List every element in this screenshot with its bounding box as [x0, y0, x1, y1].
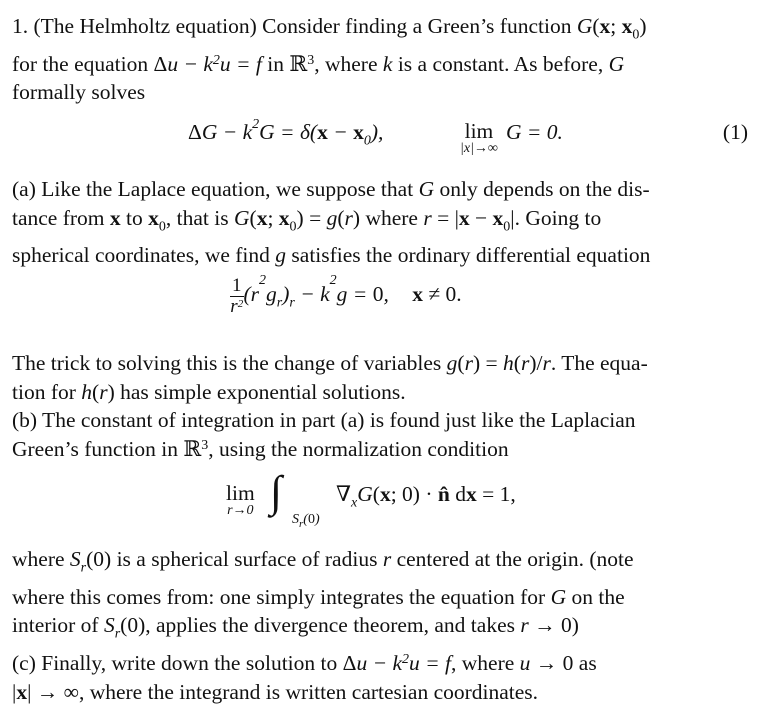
sr0-symbol-2: $S_r$ [103, 613, 121, 642]
part-a-t5: , that is [165, 205, 229, 230]
eq1-lim-word: lim [464, 119, 494, 143]
where-t1: where [12, 547, 65, 571]
normalization-integral [226, 467, 626, 540]
r3-symbol-b: ℝ$^3$ [183, 436, 209, 461]
part-a-t7: . Going to [514, 205, 602, 230]
intro-text-3: in [267, 51, 284, 76]
r-definition: r [423, 205, 432, 230]
h-of-r: h [81, 379, 93, 404]
eq1-lim-sub: |x|→∞ [460, 141, 498, 156]
x-vector: x [109, 205, 121, 230]
ode-equation [230, 273, 462, 326]
part-b-t1: (b) The constant of integration in part (a) is found just like the Laplacian [12, 408, 636, 432]
where-t3: centered at the origin. (note [396, 547, 634, 571]
part-b-t2: Green’s function in [12, 436, 178, 461]
part-b-t3: , using the normalization condition [208, 436, 509, 461]
after-t2: . The equa- [550, 351, 648, 375]
part-b-explanation: where $S_r(0)$ is a spherical surface of radius r centered at the origin. (note where this comes from: one simply integrates the equation for G on the interior of $S_r(0)$, applies the divergence theorem, and takes r → 0) (c) Finally, write down the solution to $\Delta u - k^2u = f$, where u → 0 as |x| → ∞, where the integrand is written cartesian coordinates. [12, 547, 634, 704]
where-t4: where this comes from: one simply integrates the equation for [12, 584, 546, 609]
integral-sign: ∫ [270, 467, 283, 516]
part-a-t2: only depends on the dis- [439, 177, 650, 201]
where-t5: on the [571, 584, 625, 609]
r-to-zero: r [520, 613, 529, 638]
part-c-t2: , where [451, 651, 515, 676]
equation-1 [12, 117, 756, 170]
eq1-limit [460, 120, 498, 156]
radial-relation: G [233, 205, 250, 230]
eq1-left: $\Delta G - k^2G = \delta(x - x_0)$, [188, 117, 384, 149]
ode-body: $(r^2g_r)_r - k^2g = 0$, [243, 273, 389, 311]
int-lim-sub: r→0 [227, 503, 254, 518]
part-a-t3: tance from [12, 205, 105, 230]
k-symbol: k [382, 51, 393, 76]
sr0-symbol: $S_r$ [69, 547, 87, 576]
r3-symbol: ℝ$^3$ [289, 51, 315, 76]
int-limit [226, 482, 255, 518]
helmholtz-operator: $\Delta u - k^2u = f$ [153, 51, 262, 76]
intro-text-4: , where [314, 51, 378, 76]
where-t6: interior of [12, 613, 99, 638]
part-a-text: (a) Like the Laplace equation, we suppose that G only depends on the dis- tance from x to $x_0$, that is G(x; $x_0) = g(r)$ where $r = |x - x_0|$. Going to spherical coordinates, we find g satisfies the ordinary differential equation [12, 177, 651, 268]
int-body: $\nabla_xG(x$; 0) · n̂ dx = 1, [336, 482, 516, 511]
part-a-t8: spherical coordinates, we find [12, 243, 270, 268]
intro-text-1: 1. (The Helmholtz equation) Consider finding a Green’s function [12, 14, 572, 38]
helmholtz-operator-c: $\Delta u - k^2u = f$ [342, 651, 451, 676]
ode-fraction: $\frac{1}{r^2}$ [230, 275, 244, 317]
part-c-t1: (c) Finally, write down the solution to [12, 651, 338, 676]
equation-number: (1) [722, 120, 748, 144]
eq1-right: G = 0. [506, 120, 563, 144]
part-c-t3: as [578, 651, 597, 676]
intro-text-2: for the equation [12, 51, 149, 76]
greens-args: (x; $x_0$) [592, 14, 647, 43]
greens-function-symbol: G [576, 14, 593, 38]
g-symbol-lower: g [275, 243, 287, 268]
part-a-t9: satisfies the ordinary differential equation [291, 243, 651, 268]
part-a-t6: where [365, 205, 418, 230]
int-domain: $S_r(0)$ [292, 512, 320, 530]
intro-text-6: formally solves [12, 80, 146, 105]
g-symbol-a: G [418, 177, 435, 201]
x0-vector: $x_0$ [148, 205, 166, 234]
radius-r: r [382, 547, 392, 571]
ode-condition: x ≠ 0. [412, 282, 462, 307]
u-to-zero: u [519, 651, 531, 676]
problem-intro [12, 12, 756, 107]
g-symbol-b: G [550, 584, 567, 609]
where-t7: , applies the divergence theorem, and takes [145, 613, 515, 638]
part-a-t4: to [126, 205, 143, 230]
after-t3: tion for [12, 379, 76, 404]
int-lim-word: lim [226, 481, 255, 505]
part-a-t1: (a) Like the Laplace equation, we suppose that [12, 177, 414, 201]
intro-text-5: is a constant. As before, [397, 51, 604, 76]
part-c-t4: , where the integrand is written cartesian coordinates. [78, 679, 539, 704]
x-to-infinity: |x| → ∞ [12, 679, 79, 704]
where-t2: is a spherical surface of radius [116, 547, 378, 571]
substitution: g [446, 351, 458, 375]
after-t4: has simple exponential solutions. [120, 379, 406, 404]
after-t1: The trick to solving this is the change of variables [12, 351, 442, 375]
g-symbol: G [608, 51, 625, 76]
change-of-variables-text: The trick to solving this is the change of variables g(r) = h(r)/r. The equa- tion for h(r) has simple exponential solutions. (b) The constant of integration in part (a) is found just like the Laplacian Green’s function in ℝ$^3$, using the normalization condition [12, 351, 648, 461]
